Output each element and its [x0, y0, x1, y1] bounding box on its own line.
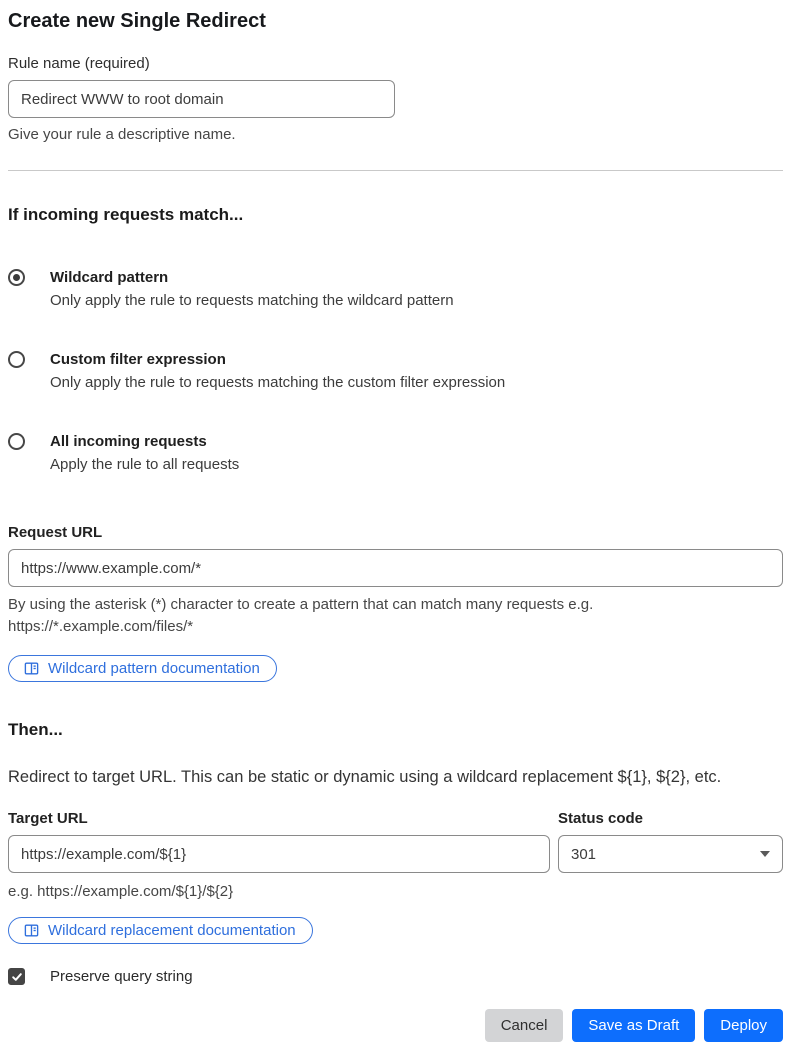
- footer-actions: [8, 1009, 783, 1042]
- radio-icon[interactable]: [8, 269, 25, 286]
- radio-icon[interactable]: [8, 433, 25, 450]
- preserve-query-checkbox-row[interactable]: [8, 968, 783, 985]
- request-url-label: Request URL: [8, 524, 103, 541]
- radio-label: Wildcard pattern: [50, 269, 169, 286]
- deploy-button[interactable]: Deploy: [704, 1009, 783, 1042]
- chevron-down-icon: [760, 851, 770, 857]
- radio-description: Only apply the rule to requests matching the custom filter expression: [50, 374, 506, 391]
- section-divider: [8, 170, 783, 171]
- target-status-row: [8, 809, 783, 873]
- status-code-select[interactable]: [558, 835, 783, 873]
- then-description: Redirect to target URL. This can be static or dynamic using a wildcard replacement ${1}, ${2}, etc.: [8, 768, 722, 786]
- doc-button-label: Wildcard pattern documentation: [48, 659, 260, 677]
- save-as-draft-button[interactable]: Save as Draft: [572, 1009, 695, 1042]
- doc-button-label: Wildcard replacement documentation: [48, 921, 296, 939]
- radio-label: Custom filter expression: [50, 351, 226, 368]
- request-url-help-line2: https://*.example.com/files/*: [8, 618, 194, 635]
- radio-icon[interactable]: [8, 351, 25, 368]
- radio-custom-filter-expression[interactable]: [8, 349, 783, 394]
- target-url-input[interactable]: [8, 835, 550, 873]
- page-title: Create new Single Redirect: [8, 10, 266, 32]
- request-url-help-line1: By using the asterisk (*) character to create a pattern that can match many requests e.g.: [8, 596, 594, 613]
- status-code-value: 301: [571, 845, 597, 863]
- book-icon: [23, 922, 40, 939]
- match-type-radio-group: [8, 267, 783, 476]
- target-url-label: Target URL: [8, 810, 88, 827]
- radio-description: Apply the rule to all requests: [50, 456, 240, 473]
- book-icon: [23, 660, 40, 677]
- status-code-label: Status code: [558, 810, 644, 827]
- rule-name-label: Rule name (required): [8, 55, 150, 72]
- radio-label: All incoming requests: [50, 433, 207, 450]
- wildcard-replacement-docs-button[interactable]: [8, 917, 313, 944]
- cancel-button[interactable]: Cancel: [485, 1009, 564, 1042]
- preserve-query-label: Preserve query string: [50, 968, 193, 985]
- radio-wildcard-pattern[interactable]: [8, 267, 783, 312]
- rule-name-input[interactable]: [8, 80, 395, 118]
- request-url-input[interactable]: [8, 549, 783, 587]
- match-section-heading: If incoming requests match...: [8, 205, 244, 224]
- preserve-query-checkbox[interactable]: [8, 968, 25, 985]
- radio-description: Only apply the rule to requests matching the wildcard pattern: [50, 292, 454, 309]
- radio-all-incoming-requests[interactable]: [8, 431, 783, 476]
- rule-name-help: Give your rule a descriptive name.: [8, 126, 236, 143]
- target-url-help: e.g. https://example.com/${1}/${2}: [8, 883, 234, 900]
- wildcard-pattern-docs-button[interactable]: [8, 655, 277, 682]
- then-section-heading: Then...: [8, 720, 63, 739]
